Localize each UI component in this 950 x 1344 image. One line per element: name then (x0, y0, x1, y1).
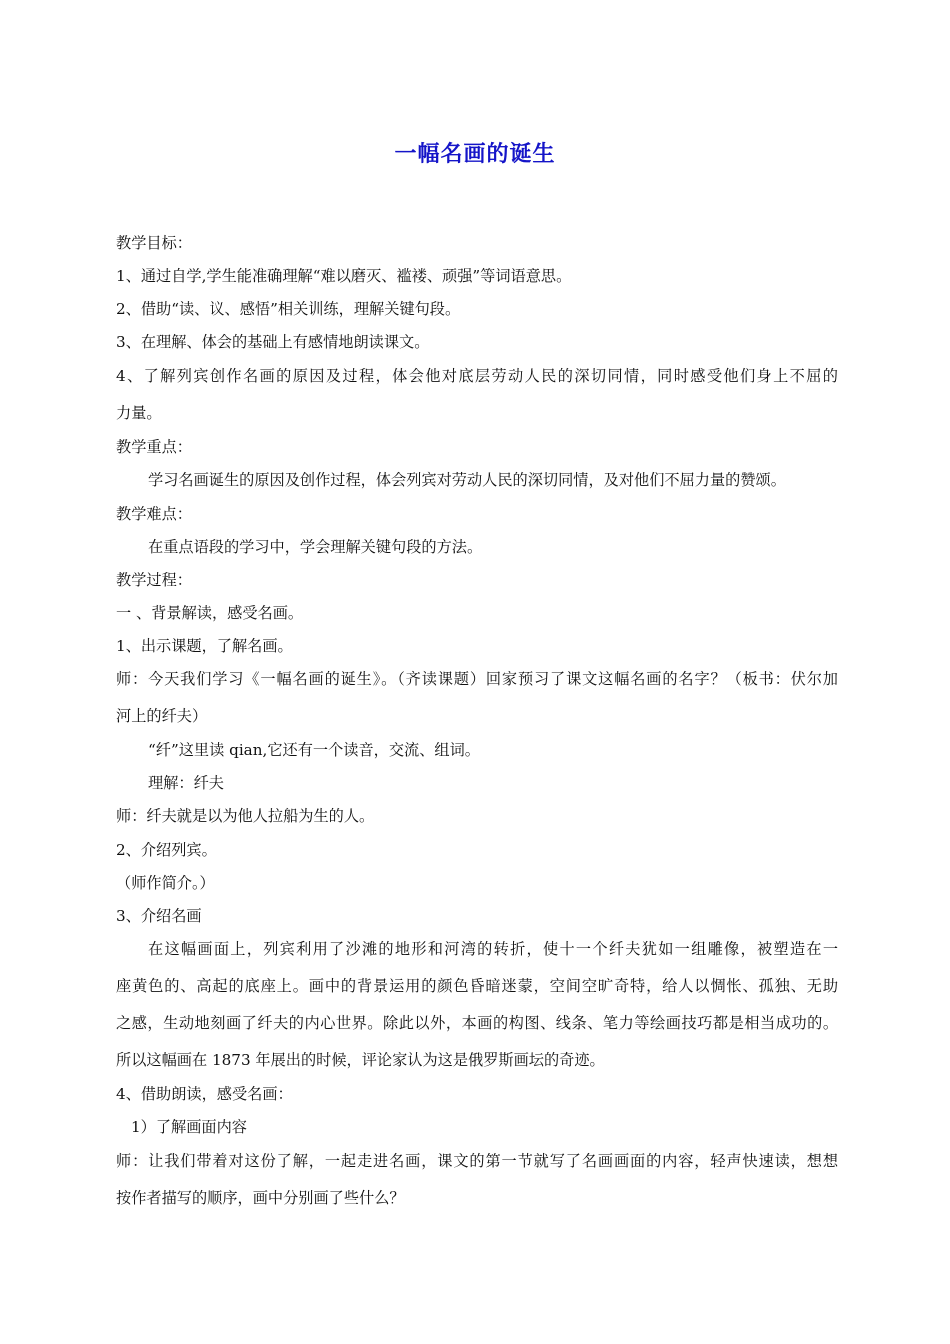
teacher-line-3: 师：让我们带着对这份了解，一起走进名画，课文的第一节就写了名画画面的内容，轻声快速读，想想 (116, 1152, 838, 1170)
step-2-note: （师作简介。） (116, 874, 215, 892)
document-title: 一幅名画的诞生 (394, 142, 556, 167)
heading-process: 教学过程： (116, 571, 192, 589)
teacher-line-3-cont: 按作者描写的顺序，画中分别画了些什么？ (116, 1189, 405, 1207)
step-2: 2、介绍列宾。 (116, 841, 217, 859)
painting-paragraph-line-1: 在这幅画面上，列宾利用了沙滩的地形和河湾的转折，使十一个纤夫犹如一组雕像，被塑造在一 (148, 940, 838, 958)
key-points-text: 学习名画诞生的原因及创作过程，体会列宾对劳动人民的深切同情，及对他们不屈力量的赞颂。 (148, 471, 786, 489)
goal-item-2: 2、借助“读、议、感悟”相关训练，理解关键句段。 (116, 300, 461, 318)
heading-teaching-goals: 教学目标： (116, 234, 192, 252)
section-one-heading: 一 、背景解读，感受名画。 (116, 604, 304, 622)
difficulties-text: 在重点语段的学习中，学会理解关键句段的方法。 (148, 538, 483, 556)
teacher-line-1: 师：今天我们学习《一幅名画的诞生》。（齐读课题）回家预习了课文这幅名画的名字？（板书：伏尔加 (116, 670, 838, 688)
step-4: 4、借助朗读，感受名画： (116, 1085, 293, 1103)
step-3: 3、介绍名画 (116, 907, 202, 925)
sub-step-1: 1）了解画面内容 (131, 1118, 247, 1136)
goal-item-1: 1、通过自学,学生能准确理解“难以磨灭、褴褛、顽强”等词语意思。 (116, 267, 572, 285)
heading-difficulties: 教学难点： (116, 505, 192, 523)
understand-note: 理解：纤夫 (148, 774, 224, 792)
teacher-line-1-cont: 河上的纤夫） (116, 707, 208, 725)
teacher-line-2: 师：纤夫就是以为他人拉船为生的人。 (116, 807, 375, 825)
painting-paragraph-line-3: 之感，生动地刻画了纤夫的内心世界。除此以外，本画的构图、线条、笔力等绘画技巧都是相当成功的。 (116, 1014, 838, 1032)
painting-paragraph-line-2: 座黄色的、高起的底座上。画中的背景运用的颜色昏暗迷蒙，空间空旷奇特，给人以惆怅、孤独、无助 (116, 977, 838, 995)
goal-item-4-cont: 力量。 (116, 404, 162, 422)
painting-paragraph-line-4: 所以这幅画在 1873 年展出的时候，评论家认为这是俄罗斯画坛的奇迹。 (116, 1051, 605, 1069)
heading-key-points: 教学重点： (116, 438, 192, 456)
goal-item-3: 3、在理解、体会的基础上有感情地朗读课文。 (116, 333, 430, 351)
goal-item-4: 4、了解列宾创作名画的原因及过程，体会他对底层劳动人民的深切同情，同时感受他们身上不屈的 (116, 367, 838, 385)
pronunciation-note: “纤”这里读 qian,它还有一个读音，交流、组词。 (148, 741, 480, 759)
step-1: 1、出示课题，了解名画。 (116, 637, 293, 655)
